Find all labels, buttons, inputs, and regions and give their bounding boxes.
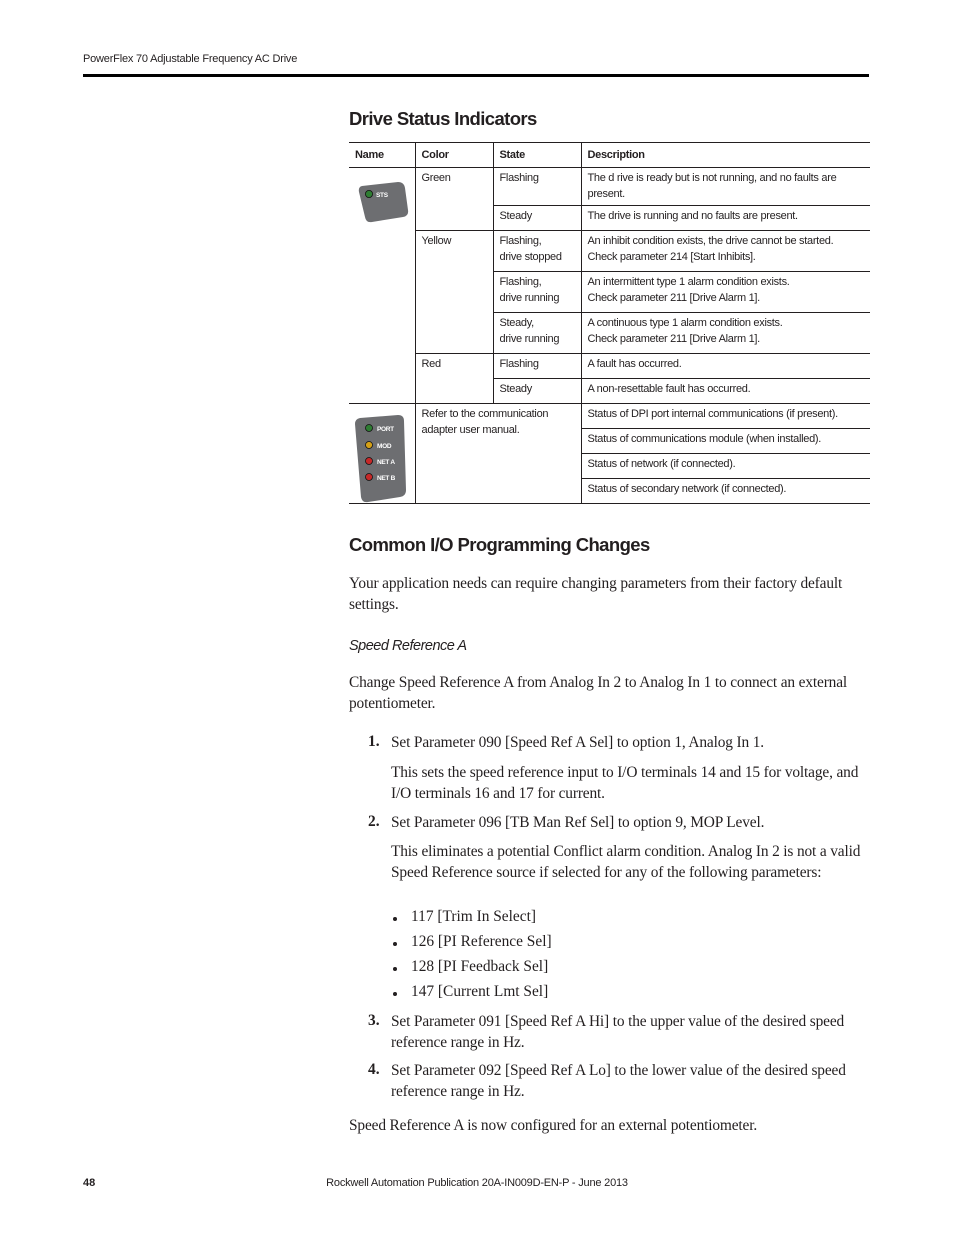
color-label: Green xyxy=(421,172,451,184)
net-a-led-group xyxy=(366,458,396,467)
running-header: PowerFlex 70 Adjustable Frequency AC Drive xyxy=(83,53,298,65)
bullet-item: 126 [PI Reference Sel] xyxy=(411,933,552,950)
port-led-group xyxy=(366,425,395,434)
table-header-row xyxy=(349,143,870,168)
step-detail: This eliminates a potential Conflict alarm condition. Analog In 2 is not a valid Speed Reference source if selected for any of the following parameters: xyxy=(391,843,861,881)
description-cell: A fault has occurred. xyxy=(581,354,870,379)
bullet-icon xyxy=(393,917,397,921)
step-text: Set Parameter 090 [Speed Ref A Sel] to option 1, Analog In 1. xyxy=(391,734,764,751)
step-text: Set Parameter 096 [TB Man Ref Sel] to option 9, MOP Level. xyxy=(391,814,765,831)
page-number: 48 xyxy=(83,1177,96,1189)
header-description: Description xyxy=(581,143,870,168)
net-b-led xyxy=(366,474,373,481)
sts-indicator-cell xyxy=(349,168,415,404)
port-led xyxy=(366,425,373,432)
step-number: 2. xyxy=(368,813,380,830)
step-text: Set Parameter 092 [Speed Ref A Lo] to the lower value of the desired speed reference range in Hz. xyxy=(391,1062,846,1100)
section-title-drive-status: Drive Status Indicators xyxy=(349,108,537,129)
header-rule xyxy=(83,74,869,77)
color-red xyxy=(415,354,493,404)
sts-led xyxy=(365,190,372,197)
mod-led-group xyxy=(366,442,392,451)
table-row xyxy=(349,404,870,429)
step-number: 4. xyxy=(368,1061,380,1078)
description-cell: Status of communications module (when installed). xyxy=(581,429,870,454)
comm-indicator-icon xyxy=(352,412,412,504)
table-row xyxy=(349,168,870,206)
step-number: 3. xyxy=(368,1012,380,1029)
description-cell: A continuous type 1 alarm condition exists. Check parameter 211 [Drive Alarm 1]. xyxy=(581,313,870,354)
header-color: Color xyxy=(415,143,493,168)
table-row xyxy=(349,231,870,272)
description-cell: The drive is running and no faults are present. xyxy=(581,206,870,231)
color-label: Yellow xyxy=(421,235,452,247)
state-cell: Flashing, drive stopped xyxy=(493,231,581,272)
state-cell: Steady xyxy=(493,379,581,404)
description-cell: Status of network (if connected). xyxy=(581,454,870,479)
state-cell: Flashing, drive running xyxy=(493,272,581,313)
net-a-label: NET A xyxy=(377,459,395,466)
subheading-speed-reference-a: Speed Reference A xyxy=(349,638,467,654)
change-paragraph: Change Speed Reference A from Analog In 2 to Analog In 1 to connect an external potentiometer. xyxy=(349,674,848,712)
description-cell: Status of secondary network (if connected). xyxy=(581,479,870,504)
comm-color-note: Refer to the communication adapter user manual. xyxy=(415,404,581,504)
header-name: Name xyxy=(349,143,415,168)
description-cell: The d rive is ready but is not running, and no faults are present. xyxy=(581,168,870,206)
comm-indicator-cell xyxy=(349,404,415,504)
description-cell: Status of DPI port internal communications (if present). xyxy=(581,404,870,429)
bullet-item: 117 [Trim In Select] xyxy=(411,908,536,925)
description-cell: A non-resettable fault has occurred. xyxy=(581,379,870,404)
net-a-led xyxy=(366,458,373,465)
final-paragraph: Speed Reference A is now configured for an external potentiometer. xyxy=(349,1117,758,1134)
mod-label: MOD xyxy=(377,443,392,450)
color-label: Red xyxy=(421,358,441,370)
net-b-led-group xyxy=(366,474,396,483)
drive-status-table xyxy=(349,142,870,504)
bullet-icon xyxy=(393,992,397,996)
state-cell: Flashing xyxy=(493,168,581,206)
mod-led xyxy=(366,442,373,449)
color-yellow xyxy=(415,231,493,354)
bullet-icon xyxy=(393,967,397,971)
state-cell: Flashing xyxy=(493,354,581,379)
port-label: PORT xyxy=(377,426,394,433)
table-row xyxy=(349,354,870,379)
sts-indicator-icon xyxy=(356,178,416,228)
step-number: 1. xyxy=(368,733,380,750)
footer-publication: Rockwell Automation Publication 20A-IN009D-EN-P - June 2013 xyxy=(326,1177,628,1189)
intro-paragraph: Your application needs can require changing parameters from their factory default settings. xyxy=(349,575,843,613)
description-cell: An intermittent type 1 alarm condition exists. Check parameter 211 [Drive Alarm 1]. xyxy=(581,272,870,313)
bullet-item: 128 [PI Feedback Sel] xyxy=(411,958,549,975)
header-state: State xyxy=(493,143,581,168)
color-green xyxy=(415,168,493,231)
sts-label: STS xyxy=(376,192,388,199)
bullet-item: 147 [Current Lmt Sel] xyxy=(411,983,549,1000)
bullet-icon xyxy=(393,942,397,946)
state-cell: Steady xyxy=(493,206,581,231)
net-b-label: NET B xyxy=(377,475,396,482)
state-cell: Steady, drive running xyxy=(493,313,581,354)
step-text: Set Parameter 091 [Speed Ref A Hi] to the upper value of the desired speed reference range in Hz. xyxy=(391,1013,845,1051)
description-cell: An inhibit condition exists, the drive cannot be started. Check parameter 214 [Start Inhibits]. xyxy=(581,231,870,272)
step-detail: This sets the speed reference input to I/O terminals 14 and 15 for voltage, and I/O terminals 16 and 17 for current. xyxy=(391,764,859,802)
section-title-common-io: Common I/O Programming Changes xyxy=(349,534,650,555)
